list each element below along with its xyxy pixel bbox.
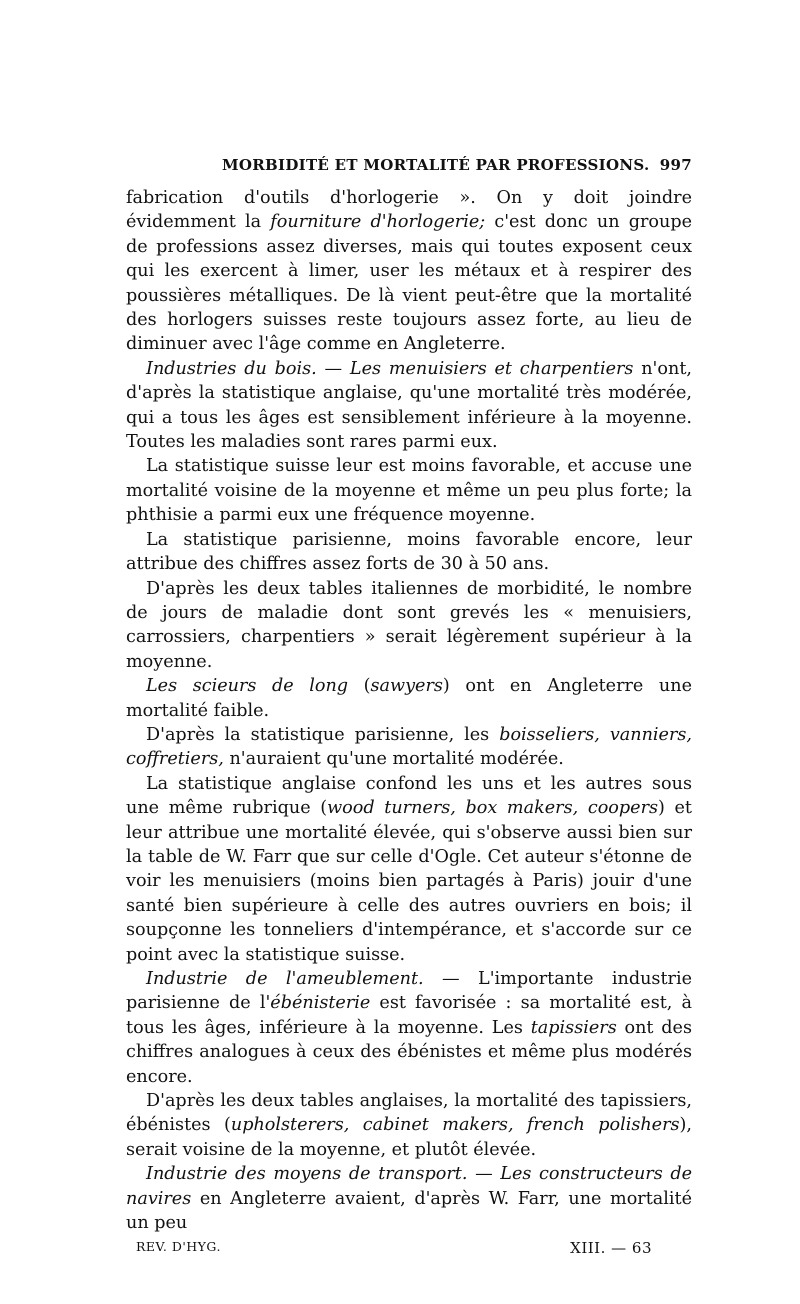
text-run: — L'importante industrie parisienne de l' (126, 969, 692, 1014)
text-run: La statistique suisse leur est moins favorable, et accuse une mortalité voisine de la moyenne et même un peu plus forte; la phthisie a parmi eux une fréquence moyenne. (126, 456, 692, 526)
text-run: ( (348, 676, 371, 697)
paragraph (126, 967, 692, 1089)
italic-text: Les scieurs de long (146, 676, 349, 697)
text-run: D'après les deux tables italiennes de morbidité, le nombre de jours de maladie dont sont grevés les « menuisiers, carrossiers, charpentiers » serait légèrement supérieur à la moyenne. (126, 578, 692, 672)
text-run: est favorisée : sa mortalité est, à tous les âges, inférieure à la moyenne. Les (126, 993, 692, 1038)
text-run: en Angleterre avaient, d'après W. Farr, une mortalité un peu (126, 1188, 692, 1234)
italic-text: Industrie de l'ameublement. (146, 969, 424, 989)
italic-text: Les menuisiers et charpentiers (349, 358, 634, 379)
italic-text: tapissiers (530, 1017, 617, 1038)
document-page (126, 156, 692, 1257)
paragraph (126, 772, 692, 967)
text-run: ) ont en Angleterre une mortalité faible. (126, 676, 692, 721)
italic-text: Les constructeurs de navires (126, 1164, 693, 1209)
text-run: fabrication d'outils d'horlogerie ». On y doit joindre évidemment la (126, 188, 692, 233)
volume-sheet-number: XIII. — 63 (570, 1239, 652, 1258)
italic-text: upholsterers, cabinet makers, french polishers (230, 1115, 680, 1136)
journal-abbreviation: REV. D'HYG. (136, 1239, 221, 1255)
paragraph (126, 674, 692, 723)
italic-text: Industrie des moyens de transport. (146, 1164, 468, 1185)
text-run: n'ont, d'après la statistique anglaise, qu'une mortalité très modérée, qui a tous les âges est sensiblement inférieure à la moyenne. Toutes les maladies sont rares parmi eux. (126, 358, 692, 453)
text-run: La statistique anglaise confond les uns et les autres sous une même rubrique ( (126, 773, 692, 819)
running-title: MORBIDITÉ ET MORTALITÉ PAR PROFESSIONS. (222, 156, 650, 174)
text-run: D'après la statistique parisienne, les (146, 724, 500, 745)
paragraph (126, 577, 692, 675)
paragraph (126, 528, 692, 577)
italic-text: Industries du bois. (146, 358, 317, 379)
text-run: — (467, 1164, 501, 1185)
paragraph (126, 186, 692, 357)
text-run: c'est donc un groupe de professions assez diverses, mais qui toutes exposent ceux qui les exercent à limer, user les métaux et à respirer des poussières métalliques. De là vient peut-être que la mortalité des horlogers suisses reste toujours assez forte, au lieu de diminuer avec l'âge comme en Angleterre. (126, 212, 693, 355)
text-run: La statistique parisienne, moins favorable encore, leur attribue des chiffres assez forts de 30 à 50 ans. (126, 529, 692, 575)
italic-text: wood turners, box makers, coopers (327, 798, 659, 819)
italic-text: boisseliers, vanniers, coffretiers, (126, 724, 692, 770)
paragraph (126, 1162, 692, 1235)
paragraph (126, 454, 692, 527)
text-run: ont des chiffres analogues à ceux des ébénistes et même plus modérés encore. (126, 1017, 693, 1087)
body-text (126, 186, 692, 1235)
page-number: 997 (659, 156, 692, 174)
text-run: ) et leur attribue une mortalité élevée, qui s'observe aussi bien sur la table de W. Farr que sur celle d'Ogle. Cet auteur s'étonne de voir les menuisiers (moins bien partagés à Paris) jouir d'une santé bien supérieure à celle des autres ouvriers en bois; il soupçonne les tonneliers d'intempérance, et s'accorde sur ce point avec la statistique suisse. (126, 798, 693, 965)
page-footer (126, 1239, 692, 1257)
text-run: — (316, 358, 350, 379)
italic-text: fourniture d'horlogerie; (270, 212, 486, 233)
italic-text: ébénisterie (270, 993, 371, 1014)
italic-text: sawyers (370, 676, 443, 697)
text-run: ), serait voisine de la moyenne, et plutôt élevée. (126, 1115, 693, 1160)
text-run: D'après les deux tables anglaises, la mortalité des tapissiers, ébénistes ( (126, 1091, 692, 1136)
paragraph (126, 357, 692, 455)
paragraph (126, 723, 692, 772)
text-run: n'auraient qu'une mortalité modérée. (223, 749, 564, 770)
running-header (222, 156, 692, 174)
paragraph (126, 1089, 692, 1162)
